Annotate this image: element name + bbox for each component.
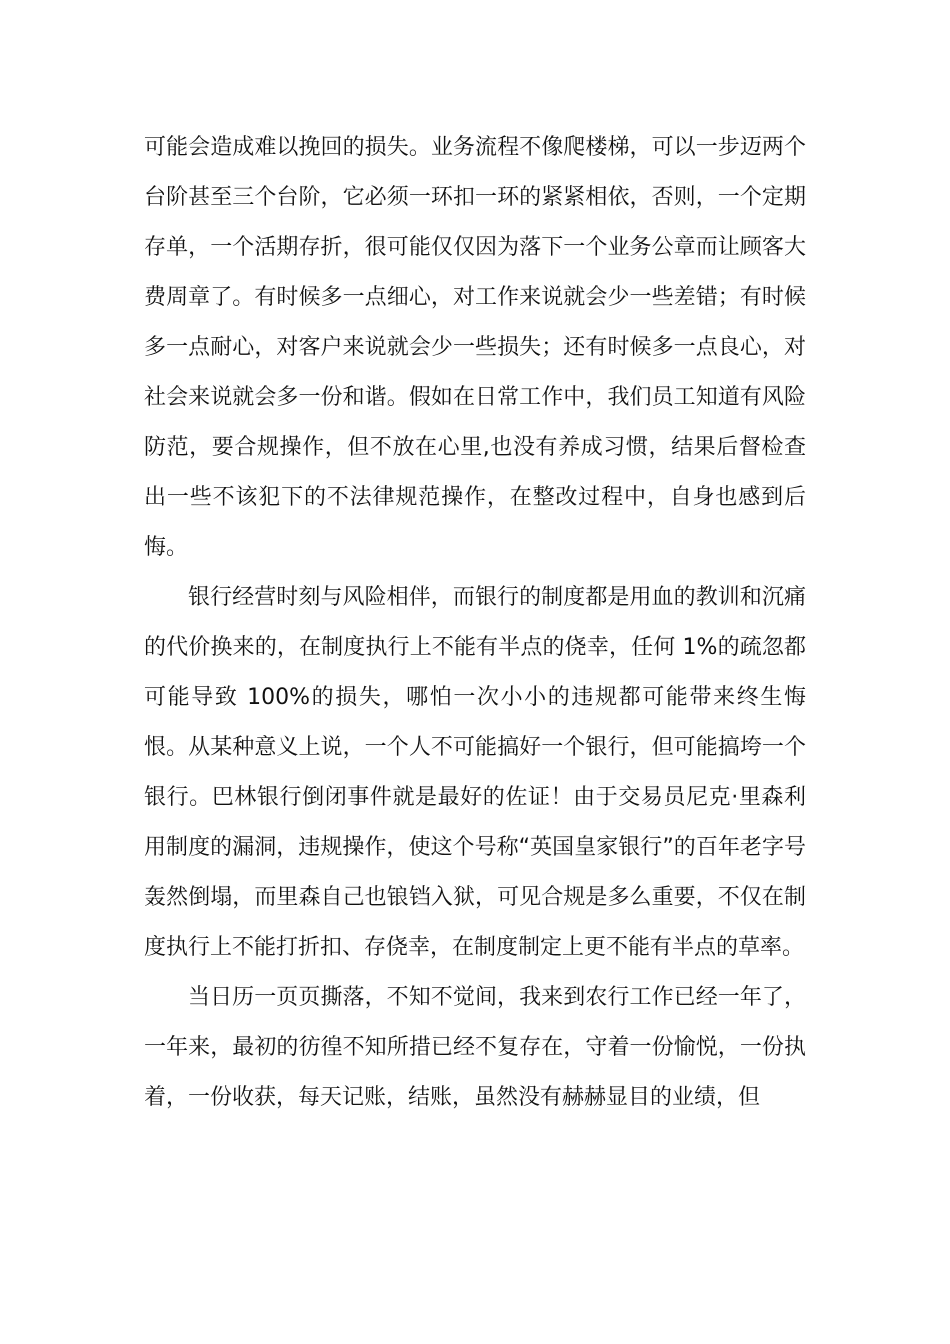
paragraph-1: 可能会造成难以挽回的损失。业务流程不像爬楼梯，可以一步迈两个台阶甚至三个台阶，它必须一环扣一环的紧紧相依，否则，一个定期存单，一个活期存折，很可能仅仅因为落下一个业务公章而让顾客大费周章了。有时候多一点细心，对工作来说就会少一些差错；有时候多一点耐心，对客户来说就会少一些损失；还有时候多一点良心，对社会来说就会多一份和谐。假如在日常工作中，我们员工知道有风险防范，要合规操作，但不放在心里,也没有养成习惯，结果后督检查出一些不该犯下的不法律规范操作，在整改过程中，自身也感到后悔。 <box>144 135 806 560</box>
document-body <box>144 123 806 1123</box>
paragraph-2: 银行经营时刻与风险相伴，而银行的制度都是用血的教训和沉痛的代价换来的，在制度执行上不能有半点的侥幸，任何 1%的疏忽都可能导致 100%的损失，哪怕一次小小的违规都可能带来终生悔恨。从某种意义上说，一个人不可能搞好一个银行，但可能搞垮一个银行。巴林银行倒闭事件就是最好的佐证！由于交易员尼克·里森利用制度的漏洞，违规操作，使这个号称“英国皇家银行”的百年老字号轰然倒塌，而里森自己也锒铛入狱，可见合规是多么重要，不仅在制度执行上不能打折扣、存侥幸，在制度制定上更不能有半点的草率。 <box>144 585 806 960</box>
paragraph-3: 当日历一页页撕落，不知不觉间，我来到农行工作已经一年了，一年来，最初的彷徨不知所措已经不复存在，守着一份愉悦，一份执着，一份收获，每天记账，结账，虽然没有赫赫显目的业绩，但 <box>144 985 806 1110</box>
